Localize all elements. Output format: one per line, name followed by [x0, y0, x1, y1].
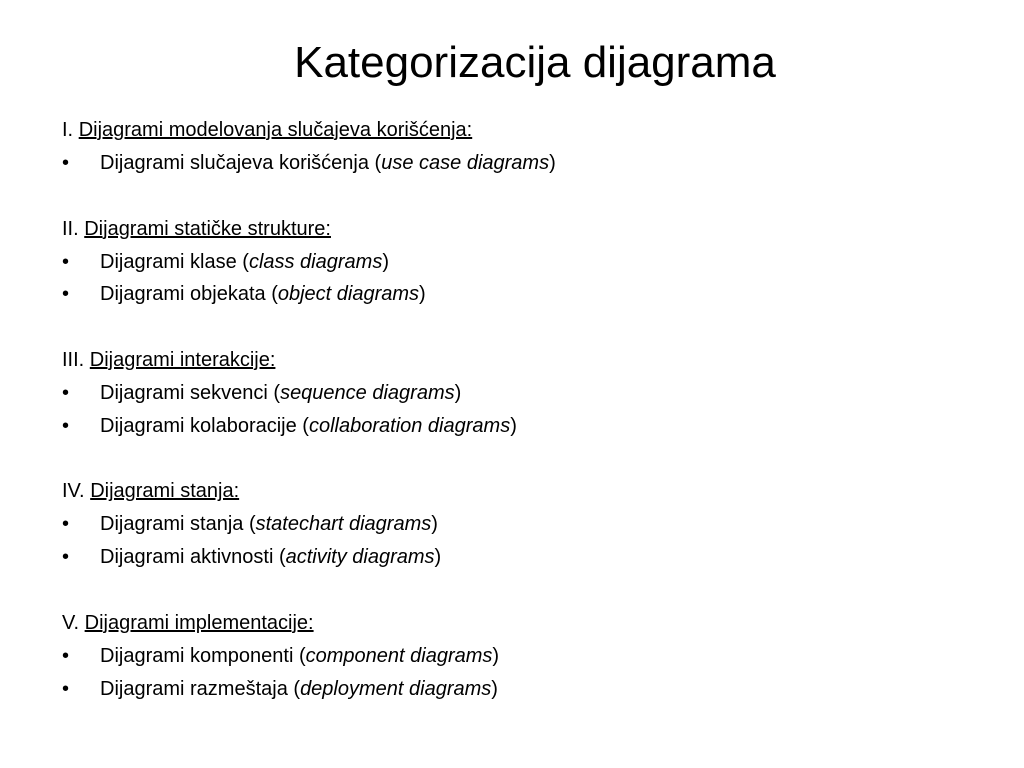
- item-text: Dijagrami sekvenci: [100, 382, 268, 405]
- category-heading: [62, 213, 982, 246]
- item-english-term: component diagrams: [305, 644, 493, 667]
- item-text: Dijagrami aktivnosti: [100, 546, 274, 569]
- bullet-icon: •: [62, 677, 70, 700]
- item-text: Dijagrami objekata: [100, 283, 266, 306]
- item-english-term: class diagrams: [248, 250, 383, 273]
- category-section: [62, 114, 982, 180]
- item-english-term: collaboration diagrams: [308, 414, 511, 437]
- bullet-icon: •: [62, 250, 70, 273]
- category-label: Dijagrami statičke strukture:: [84, 217, 331, 240]
- item-english-term: object diagrams: [277, 283, 420, 306]
- list-item: • Dijagrami komponenti (component diagrams): [62, 640, 982, 673]
- item-english-term: statechart diagrams: [255, 513, 432, 536]
- list-item: • Dijagrami razmeštaja (deployment diagrams): [62, 673, 982, 706]
- bullet-icon: •: [62, 414, 70, 437]
- category-numeral: IV.: [62, 480, 85, 503]
- bullet-icon: •: [62, 546, 70, 569]
- bullet-icon: •: [62, 513, 70, 536]
- slide-content: [62, 114, 982, 738]
- category-heading: [62, 344, 982, 377]
- category-heading: [62, 114, 982, 147]
- category-numeral: II.: [62, 217, 79, 240]
- category-section: [62, 344, 982, 442]
- category-label: Dijagrami stanja:: [90, 480, 240, 503]
- bullet-icon: •: [62, 152, 70, 174]
- item-english-term: use case diagrams: [381, 152, 550, 174]
- list-item: • Dijagrami klase (class diagrams): [62, 246, 982, 279]
- bullet-icon: •: [62, 644, 70, 667]
- item-text: Dijagrami klase: [100, 250, 237, 273]
- category-label: Dijagrami interakcije:: [89, 349, 276, 372]
- list-item: • Dijagrami stanja (statechart diagrams): [62, 508, 982, 541]
- item-english-term: deployment diagrams: [300, 677, 492, 700]
- category-numeral: III.: [62, 349, 85, 372]
- category-numeral: V.: [62, 611, 80, 634]
- list-item: • Dijagrami objekata (object diagrams): [62, 278, 982, 311]
- item-text: Dijagrami kolaboracije: [100, 414, 297, 437]
- item-english-term: sequence diagrams: [280, 382, 455, 405]
- category-section: [62, 475, 982, 573]
- category-section: [62, 213, 982, 311]
- item-text: Dijagrami stanja: [100, 513, 244, 536]
- list-item: • Dijagrami sekvenci (sequence diagrams): [62, 377, 982, 410]
- category-section: [62, 607, 982, 705]
- slide-title: Kategorizacija dijagrama: [294, 38, 776, 87]
- list-item: • Dijagrami aktivnosti (activity diagrams): [62, 541, 982, 574]
- category-label: Dijagrami implementacije:: [84, 611, 314, 634]
- list-item: • Dijagrami kolaboracije (collaboration diagrams): [62, 410, 982, 443]
- item-text: Dijagrami razmeštaja: [100, 677, 288, 700]
- bullet-icon: •: [62, 283, 70, 306]
- category-numeral: I.: [62, 119, 74, 141]
- category-heading: [62, 607, 982, 640]
- bullet-icon: •: [62, 382, 70, 405]
- category-heading: [62, 475, 982, 508]
- item-text: Dijagrami komponenti: [100, 644, 294, 667]
- item-text: Dijagrami slučajeva korišćenja: [100, 152, 369, 174]
- item-english-term: activity diagrams: [285, 546, 435, 569]
- category-label: Dijagrami modelovanja slučajeva korišćenja:: [78, 119, 473, 141]
- list-item: • Dijagrami slučajeva korišćenja (use case diagrams): [62, 147, 982, 180]
